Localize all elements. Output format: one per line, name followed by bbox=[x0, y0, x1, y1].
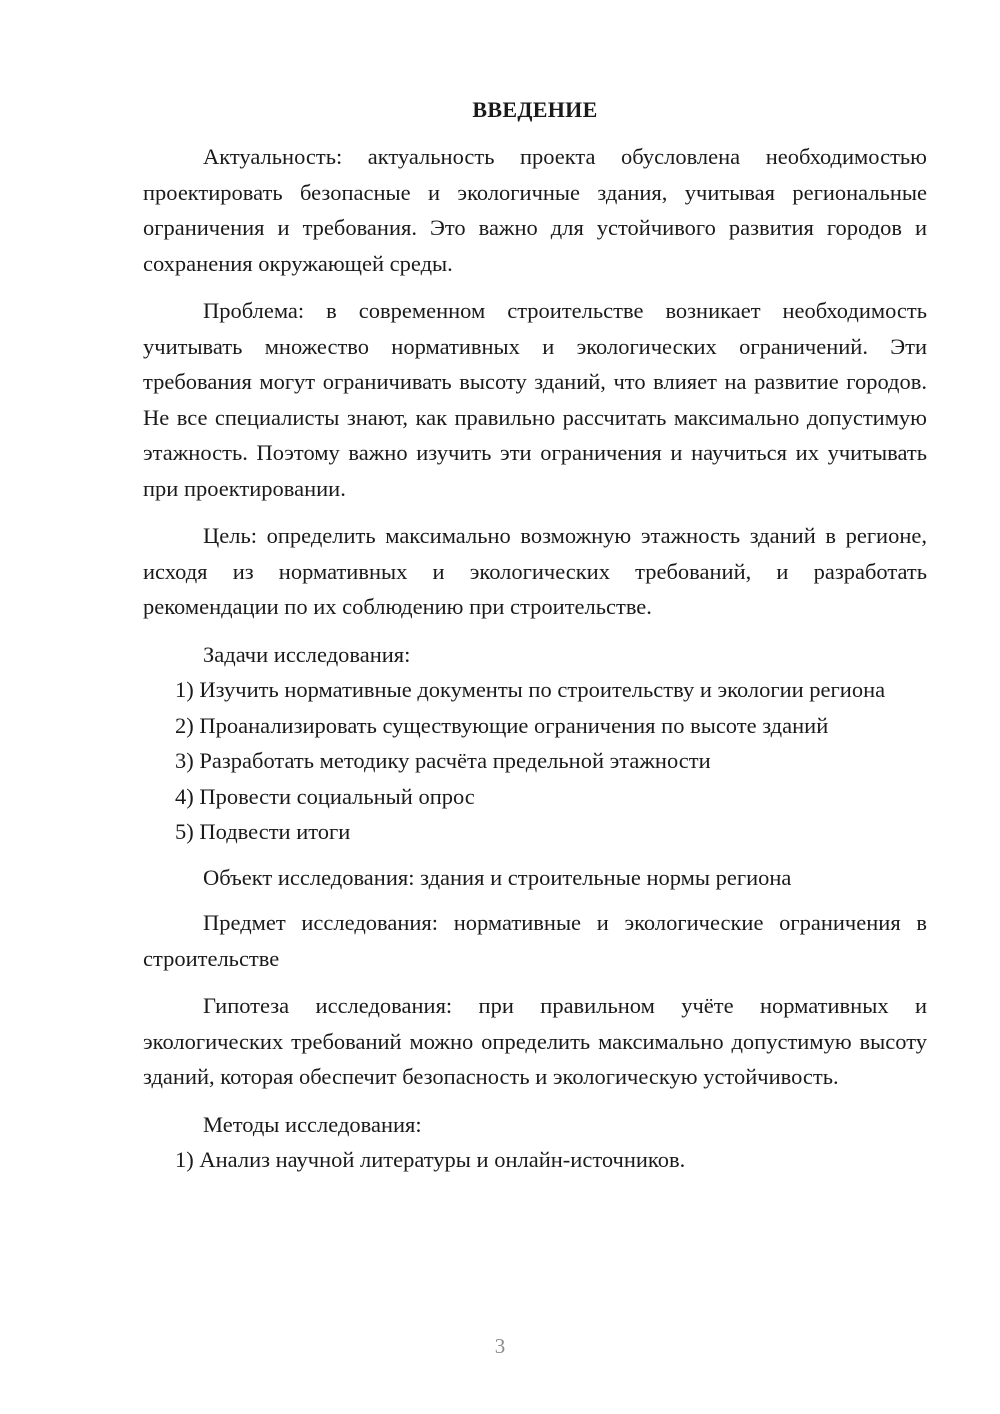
paragraph-relevance: Актуальность: актуальность проекта обусловлена необходимостью проектировать безопасные и экологичные здания, учитывая региональные ограничения и требования. Это важно для устойчивого развития городов и сохранения окружающей среды. bbox=[143, 144, 927, 276]
methods-heading: Методы исследования: bbox=[203, 1111, 422, 1137]
page-content bbox=[143, 95, 927, 1178]
paragraph-subject: Предмет исследования: нормативные и экологические ограничения в строительстве bbox=[143, 910, 927, 971]
task-item-3: 3) Разработать методику расчёта предельной этажности bbox=[175, 748, 711, 773]
paragraph-object: Объект исследования: здания и строительные нормы региона bbox=[203, 864, 792, 890]
task-item-1: 1) Изучить нормативные документы по строительству и экологии региона bbox=[175, 677, 886, 702]
page-number: 3 bbox=[494, 1334, 506, 1358]
paragraph-problem: Проблема: в современном строительстве возникает необходимость учитывать множество нормативных и экологических ограничений. Эти требования могут ограничивать высоту зданий, что влияет на развитие городов. Не все специалисты знают, как правильно рассчитать максимально допустимую этажность. Поэтому важно изучить эти ограничения и научиться их учитывать при проектировании. bbox=[143, 298, 927, 501]
tasks-heading: Задачи исследования: bbox=[203, 641, 411, 667]
task-item-4: 4) Провести социальный опрос bbox=[175, 783, 475, 809]
section-title: ВВЕДЕНИЕ bbox=[472, 97, 598, 122]
method-item-1: 1) Анализ научной литературы и онлайн-источников. bbox=[175, 1147, 686, 1172]
task-item-5: 5) Подвести итоги bbox=[175, 819, 351, 844]
paragraph-hypothesis: Гипотеза исследования: при правильном учёте нормативных и экологических требований можно определить максимально допустимую высоту зданий, которая обеспечит безопасность и экологическую устойчивость. bbox=[143, 993, 927, 1089]
task-item-2: 2) Проанализировать существующие ограничения по высоте зданий bbox=[175, 712, 829, 738]
paragraph-goal: Цель: определить максимально возможную этажность зданий в регионе, исходя из нормативных и экологических требований, и разработать рекомендации по их соблюдению при строительстве. bbox=[143, 523, 927, 619]
